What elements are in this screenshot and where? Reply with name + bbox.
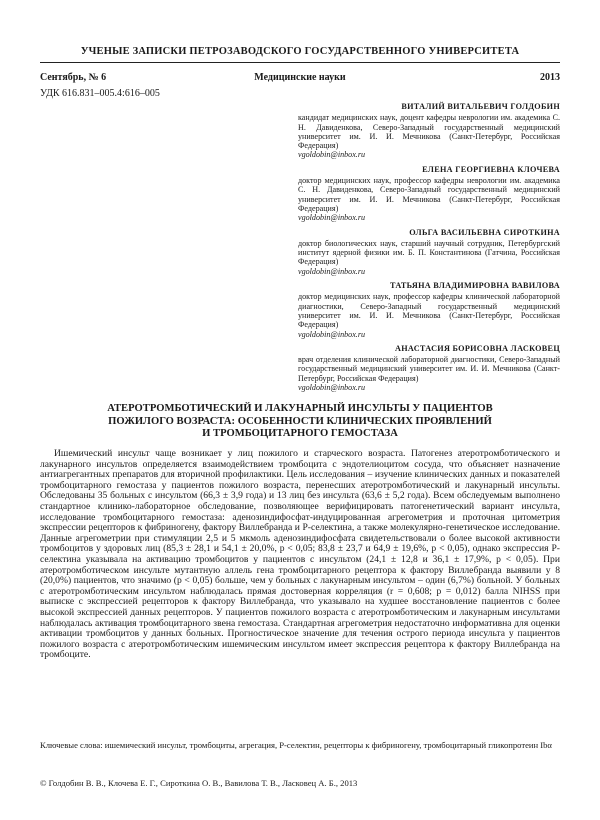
copyright-notice: © Голдобин В. В., Клочева Е. Г., Сироткина О. В., Вавилова Т. В., Ласковец А. Б., 2013	[40, 778, 358, 788]
author-name: ВИТАЛИЙ ВИТАЛЬЕВИЧ ГОЛДОБИН	[401, 102, 560, 111]
issue-number: Сентябрь, № 6	[40, 72, 107, 83]
header-divider	[40, 62, 560, 63]
author-affiliation: доктор медицинских наук, профессор кафедры клинической лабораторной диагностики, Северо-Западный государственный медицинский университет им. И. И. Мечникова (Санкт-Петербург, Российская Федерация)	[298, 292, 560, 330]
author-affiliation: кандидат медицинских наук, доцент кафедры неврологии им. академика С. Н. Давиденкова, Северо-Западный государственный медицинский университет им. И. И. Мечникова (Санкт-Петербург, Российская Федерация)	[298, 113, 560, 151]
issue-year: 2013	[540, 72, 560, 83]
title-line: АТЕРОТРОМБОТИЧЕСКИЙ И ЛАКУНАРНЫЙ ИНСУЛЬТЫ У ПАЦИЕНТОВ	[107, 403, 493, 414]
author-email[interactable]: vgoldobin@inbox.ru	[298, 150, 366, 160]
author-block	[298, 281, 560, 339]
author-affiliation: доктор биологических наук, старший научный сотрудник, Петербургский институт ядерной физики им. Б. П. Константинова (Гатчина, Российская Федерация)	[298, 238, 560, 267]
author-email[interactable]: vgoldobin@inbox.ru	[298, 213, 366, 223]
author-affiliation: доктор медицинских наук, профессор кафедры неврологии им. академика С. Н. Давиденкова, Северо-Западный государственный медицинский университет им. И. И. Мечникова (Санкт-Петербург, Российская Федерация)	[298, 176, 560, 213]
author-name: АНАСТАСИЯ БОРИСОВНА ЛАСКОВЕЦ	[395, 343, 560, 353]
author-email[interactable]: vgoldobin@inbox.ru	[298, 329, 366, 339]
title-line: И ТРОМБОЦИТАРНОГО ГЕМОСТАЗА	[202, 428, 398, 440]
author-name: ЕЛЕНА ГЕОРГИЕВНА КЛОЧЕВА	[422, 164, 560, 174]
author-block	[298, 228, 560, 276]
issue-info-line	[40, 72, 560, 86]
keywords: Ключевые слова: ишемический инсульт, тромбоциты, агрегация, Р-селектин, рецепторы к фибриногену, тромбоцитарный гликопротеин Ibα	[40, 740, 552, 750]
abstract-text: Ишемический инсульт чаще возникает у лиц пожилого и старческого возраста. Патогенез атеротромботического и лакунарного инсультов определяется взаимодействием тромбоцита с эндотелиоцитом сосуда, что объясняет назначение антиагрегантных препаратов для вторичной профилактики. Цель исследования – изучение клинических данных и показателей тромбоцитарного гемостаза у пациентов пожилого возраста, перенесших атеротромботический и лакунарный инсульты. Обследованы 35 больных с инсультом (66,3 ± 3,9 года) и 13 лиц без инсульта (63,6 ± 5,2 года). Всем обследуемым выполнено стандартное клинико-лабораторное обследование, позволяющее верифицировать патогенетический вариант инсульта, исследование тромбоцитарного гемостаза: аденозиндифосфат-индуцированная агрегометрия и проточная цитометрия экспрессии рецепторов к фибриногену, фактору Виллебранда и Р-селектина, а также молекулярно-генетическое исследование. Данные агрегометрии при стимуляции 2,5 и 5 мкмоль аденозиндифосфата свидетельствовали о более высокой активности тромбоцитов у здоровых лиц (85,3 ± 28,1 и 54,1 ± 20,0%, p < 0,05; 83,8 ± 23,7 и 64,9 ± 19,6%, p < 0,05), однако экспрессия Р-селектина указывала на активацию тромбоцитов у пациентов с инсультом (24,1 ± 12,8 и 36,1 ± 17,9%, p < 0,05). При атеротромботическом инсульте мутантную аллель гена тромбоцитарного рецептора к фактору Виллебранда выявили у 8 (20,0%) пациентов, что значимо (p < 0,05) больше, чем у больных с лакунарным инсультом – один (6,7%) больной. У больных с атеротромботическим инсультом наблюдалась прямая достоверная корреляция (r = 0,608; p = 0,012) балла NIHSS при выписке с экспрессией рецепторов к фактору Виллебранда, что указывало на худшее восстановление пациентов с более высокой экспрессией данных рецепторов. У пациентов пожилого возраста с атеротромботическим и лакунарным инсультами наблюдалась активация тромбоцитарного звена гемостаза. Стандартная агрегометрия недостаточно информативна для оценки активации тромбоцитов у данных больных. Прогностическое значение для течения острого периода инсульта у пациентов пожилого возраста с атеротромботическим ишемическим инсультом имеет экспрессия рецептора к фактору Виллебранда на тромбоците.	[40, 448, 560, 661]
author-block	[298, 165, 560, 223]
author-email[interactable]: vgoldobin@inbox.ru	[298, 383, 366, 393]
udk-code: УДК 616.831–005.4:616–005	[40, 88, 160, 99]
author-email[interactable]: vgoldobin@inbox.ru	[298, 266, 366, 276]
title-line: ПОЖИЛОГО ВОЗРАСТА: ОСОБЕННОСТИ КЛИНИЧЕСКИХ ПРОЯВЛЕНИЙ	[108, 415, 492, 427]
journal-title: УЧЕНЫЕ ЗАПИСКИ ПЕТРОЗАВОДСКОГО ГОСУДАРСТВЕННОГО УНИВЕРСИТЕТА	[80, 46, 520, 57]
author-block	[298, 102, 560, 160]
section-name: Медицинские науки	[254, 72, 346, 83]
author-affiliation: врач отделения клинической лабораторной диагностики, Северо-Западный государственный медицинский университет им. И. И. Мечникова (Санкт-Петербург, Российская Федерация)	[298, 355, 560, 383]
author-block	[298, 344, 560, 392]
article-title	[60, 403, 540, 441]
author-name: ТАТЬЯНА ВЛАДИМИРОВНА ВАВИЛОВА	[389, 281, 560, 291]
author-list	[298, 102, 560, 397]
author-name: ОЛЬГА ВАСИЛЬЕВНА СИРОТКИНА	[409, 227, 560, 237]
